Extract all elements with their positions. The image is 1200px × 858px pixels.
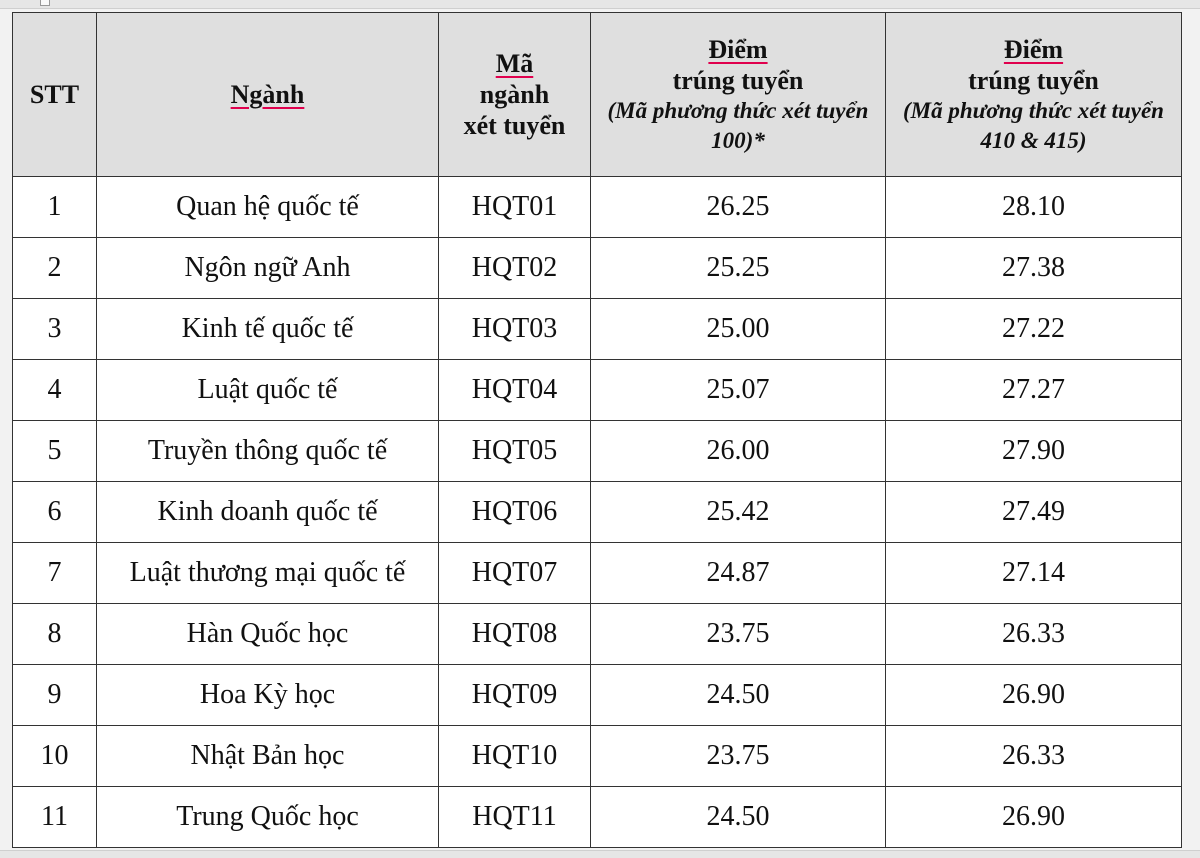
cell-diem-100: 24.50 (591, 665, 886, 726)
table-row (13, 543, 1182, 604)
cell-nganh: Nhật Bản học (97, 726, 439, 787)
cell-diem-410-415: 26.90 (886, 787, 1182, 848)
cell-stt: 9 (13, 665, 97, 726)
cell-stt: 8 (13, 604, 97, 665)
cell-ma-nganh: HQT10 (439, 726, 591, 787)
cell-stt: 2 (13, 238, 97, 299)
window-top-edge (0, 0, 1200, 9)
header-diem-100: Điểm trúng tuyển (Mã phương thức xét tuyển 100)* (591, 13, 886, 177)
cell-diem-410-415: 26.33 (886, 604, 1182, 665)
cell-ma-nganh: HQT02 (439, 238, 591, 299)
cell-diem-100: 23.75 (591, 604, 886, 665)
cell-diem-410-415: 27.14 (886, 543, 1182, 604)
cell-nganh: Trung Quốc học (97, 787, 439, 848)
admission-scores-table (12, 12, 1182, 848)
header-stt: STT (13, 13, 97, 177)
header-diem-410-415: Điểm trúng tuyển (Mã phương thức xét tuyển 410 & 415) (886, 13, 1182, 177)
table-row (13, 238, 1182, 299)
cell-diem-410-415: 27.90 (886, 421, 1182, 482)
cell-diem-410-415: 27.49 (886, 482, 1182, 543)
cell-ma-nganh: HQT01 (439, 177, 591, 238)
cell-diem-100: 23.75 (591, 726, 886, 787)
cell-diem-100: 26.25 (591, 177, 886, 238)
cell-diem-410-415: 26.33 (886, 726, 1182, 787)
table-row (13, 421, 1182, 482)
cell-stt: 4 (13, 360, 97, 421)
table-row (13, 177, 1182, 238)
cell-nganh: Kinh tế quốc tế (97, 299, 439, 360)
cell-ma-nganh: HQT07 (439, 543, 591, 604)
cell-ma-nganh: HQT06 (439, 482, 591, 543)
table-row (13, 665, 1182, 726)
header-ma-nganh: Mã ngành xét tuyển (439, 13, 591, 177)
cell-diem-100: 25.25 (591, 238, 886, 299)
cell-nganh: Luật thương mại quốc tế (97, 543, 439, 604)
cell-stt: 10 (13, 726, 97, 787)
cell-diem-100: 24.87 (591, 543, 886, 604)
cell-stt: 1 (13, 177, 97, 238)
table-row (13, 726, 1182, 787)
cell-ma-nganh: HQT08 (439, 604, 591, 665)
cell-nganh: Hoa Kỳ học (97, 665, 439, 726)
header-row (13, 13, 1182, 177)
cell-diem-100: 25.42 (591, 482, 886, 543)
cell-ma-nganh: HQT11 (439, 787, 591, 848)
cell-nganh: Hàn Quốc học (97, 604, 439, 665)
cell-stt: 3 (13, 299, 97, 360)
table-row (13, 360, 1182, 421)
cell-stt: 5 (13, 421, 97, 482)
cell-ma-nganh: HQT05 (439, 421, 591, 482)
header-nganh: Ngành (97, 13, 439, 177)
cell-ma-nganh: HQT03 (439, 299, 591, 360)
cell-nganh: Quan hệ quốc tế (97, 177, 439, 238)
table-row (13, 482, 1182, 543)
cell-diem-100: 26.00 (591, 421, 886, 482)
cell-nganh: Ngôn ngữ Anh (97, 238, 439, 299)
cell-diem-410-415: 28.10 (886, 177, 1182, 238)
cell-diem-410-415: 27.38 (886, 238, 1182, 299)
table-row (13, 299, 1182, 360)
cell-diem-100: 25.07 (591, 360, 886, 421)
cell-diem-410-415: 27.27 (886, 360, 1182, 421)
cell-nganh: Kinh doanh quốc tế (97, 482, 439, 543)
cell-diem-100: 24.50 (591, 787, 886, 848)
cell-stt: 7 (13, 543, 97, 604)
cell-diem-100: 25.00 (591, 299, 886, 360)
resize-handle[interactable] (40, 0, 50, 6)
table-row (13, 604, 1182, 665)
cell-stt: 6 (13, 482, 97, 543)
cell-diem-410-415: 26.90 (886, 665, 1182, 726)
cell-diem-410-415: 27.22 (886, 299, 1182, 360)
cell-ma-nganh: HQT09 (439, 665, 591, 726)
table-row (13, 787, 1182, 848)
cell-nganh: Truyền thông quốc tế (97, 421, 439, 482)
cell-ma-nganh: HQT04 (439, 360, 591, 421)
cell-stt: 11 (13, 787, 97, 848)
cell-nganh: Luật quốc tế (97, 360, 439, 421)
